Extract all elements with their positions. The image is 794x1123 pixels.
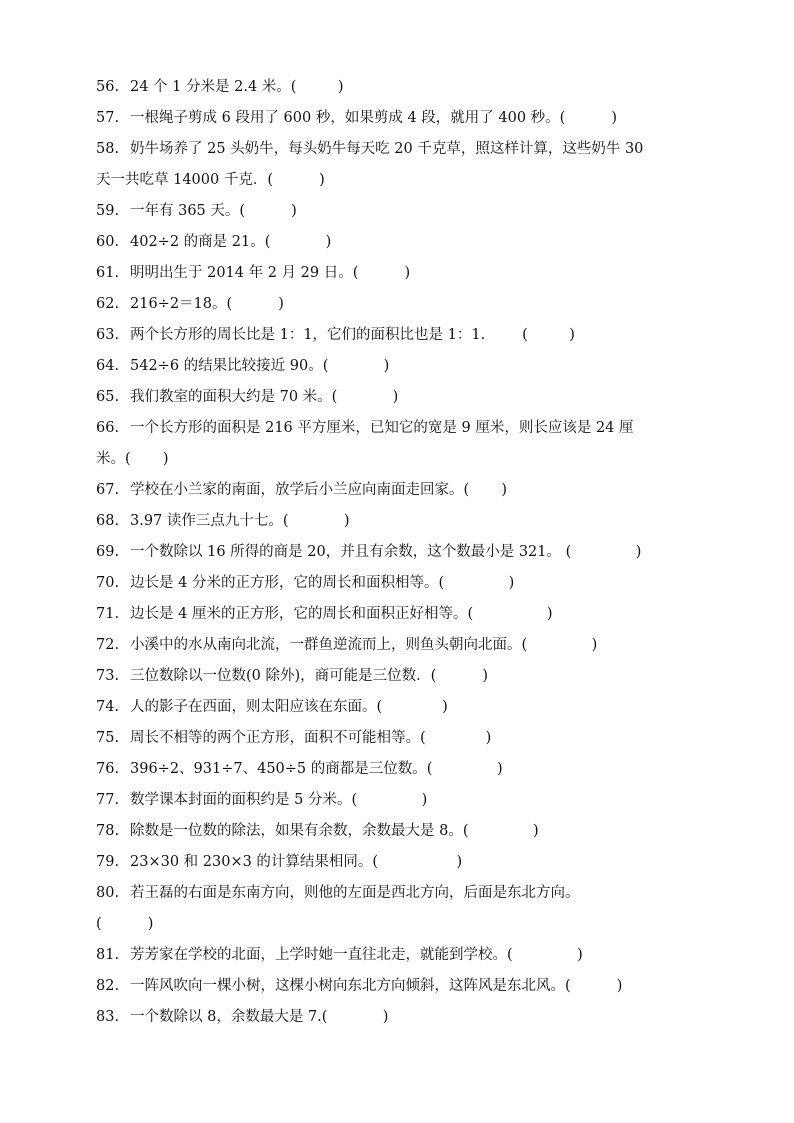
question-69 (96, 537, 696, 568)
question-text: 396÷2、931÷7、450÷5 的商都是三位数。( ) (130, 761, 503, 777)
question-text: 芳芳家在学校的北面，上学时她一直往北走，就能到学校。( ) (130, 947, 583, 963)
question-number: 57. (96, 110, 120, 126)
question-82 (96, 971, 696, 1002)
question-number: 74. (96, 699, 120, 715)
question-73 (96, 661, 696, 692)
question-text: 一个数除以 16 所得的商是 20，并且有余数，这个数最小是 321。 ( ) (130, 544, 642, 560)
question-text: 边长是 4 分米的正方形，它的周长和面积相等。( ) (130, 575, 515, 591)
question-number: 61. (96, 265, 120, 281)
question-text: 一个数除以 8，余数最大是 7.( ) (130, 1009, 389, 1025)
question-number: 60. (96, 234, 120, 250)
question-57 (96, 103, 696, 134)
question-text: 周长不相等的两个正方形，面积不可能相等。( ) (130, 730, 492, 746)
question-71 (96, 599, 696, 630)
question-number: 81. (96, 947, 120, 963)
question-79 (96, 847, 696, 878)
question-text: 216÷2＝18。( ) (130, 296, 284, 312)
question-65 (96, 382, 696, 413)
question-number: 58. (96, 141, 120, 157)
question-text: 一阵风吹向一棵小树，这棵小树向东北方向倾斜，这阵风是东北风。( ) (130, 978, 623, 994)
question-58 (96, 134, 696, 165)
question-66 (96, 413, 696, 444)
question-66-continuation: 米。( ) (96, 451, 169, 467)
question-80-continuation: ( ) (96, 916, 154, 932)
question-text: 若王磊的右面是东南方向，则他的左面是西北方向，后面是东北方向。 (130, 885, 580, 901)
question-60 (96, 227, 696, 258)
question-text: 小溪中的水从南向北流，一群鱼逆流而上，则鱼头朝向北面。( ) (130, 637, 598, 653)
question-text: 402÷2 的商是 21。( ) (130, 234, 332, 250)
question-77 (96, 785, 696, 816)
question-number: 64. (96, 358, 120, 374)
question-80 (96, 878, 696, 909)
question-62 (96, 289, 696, 320)
question-64 (96, 351, 696, 382)
question-63 (96, 320, 696, 351)
question-56 (96, 72, 696, 103)
question-number: 77. (96, 792, 120, 808)
question-text: 三位数除以一位数(0 除外)，商可能是三位数．( ) (130, 668, 489, 684)
question-text: 一年有 365 天。( ) (130, 203, 297, 219)
question-number: 71. (96, 606, 120, 622)
question-text: 学校在小兰家的南面，放学后小兰应向南面走回家。( ) (130, 482, 508, 498)
question-number: 75. (96, 730, 120, 746)
question-text: 23×30 和 230×3 的计算结果相同。( ) (130, 854, 463, 870)
question-74 (96, 692, 696, 723)
question-text: 542÷6 的结果比较接近 90。( ) (130, 358, 390, 374)
question-number: 79. (96, 854, 120, 870)
question-text: 一根绳子剪成 6 段用了 600 秒，如果剪成 4 段，就用了 400 秒。( ) (130, 110, 618, 126)
question-number: 62. (96, 296, 120, 312)
question-text: 一个长方形的面积是 216 平方厘米，已知它的宽是 9 厘米，则长应该是 24 厘 (130, 420, 634, 436)
question-text: 明明出生于 2014 年 2 月 29 日。( ) (130, 265, 411, 281)
question-70 (96, 568, 696, 599)
question-number: 59. (96, 203, 120, 219)
question-67 (96, 475, 696, 506)
question-text: 我们教室的面积大约是 70 米。( ) (130, 389, 399, 405)
question-number: 70. (96, 575, 120, 591)
question-number: 63. (96, 327, 120, 343)
question-number: 73. (96, 668, 120, 684)
question-number: 80. (96, 885, 120, 901)
question-number: 82. (96, 978, 120, 994)
question-number: 69. (96, 544, 120, 560)
question-number: 65. (96, 389, 120, 405)
question-72 (96, 630, 696, 661)
question-text: 人的影子在西面，则太阳应该在东面。( ) (130, 699, 448, 715)
question-81 (96, 940, 696, 971)
question-number: 76. (96, 761, 120, 777)
question-75 (96, 723, 696, 754)
question-text: 两个长方形的周长比是 1：1，它们的面积比也是 1：1. ( ) (130, 327, 575, 343)
question-78 (96, 816, 696, 847)
question-76 (96, 754, 696, 785)
question-number: 83. (96, 1009, 120, 1025)
question-text: 奶牛场养了 25 头奶牛，每头奶牛每天吃 20 千克草，照这样计算，这些奶牛 30 (130, 141, 644, 157)
question-text: 边长是 4 厘米的正方形，它的周长和面积正好相等。( ) (130, 606, 553, 622)
question-68 (96, 506, 696, 537)
question-number: 72. (96, 637, 120, 653)
question-text: 3.97 读作三点九十七。( ) (130, 513, 350, 529)
question-number: 56. (96, 79, 120, 95)
question-text: 数学课本封面的面积约是 5 分米。( ) (130, 792, 428, 808)
question-61 (96, 258, 696, 289)
question-83 (96, 1002, 696, 1033)
question-number: 67. (96, 482, 120, 498)
question-58-continuation: 天一共吃草 14000 千克．( ) (96, 172, 325, 188)
question-number: 66. (96, 420, 120, 436)
question-text: 除数是一位数的除法，如果有余数，余数最大是 8。( ) (130, 823, 539, 839)
question-59 (96, 196, 696, 227)
question-number: 78. (96, 823, 120, 839)
question-text: 24 个 1 分米是 2.4 米。( ) (130, 79, 344, 95)
question-number: 68. (96, 513, 120, 529)
